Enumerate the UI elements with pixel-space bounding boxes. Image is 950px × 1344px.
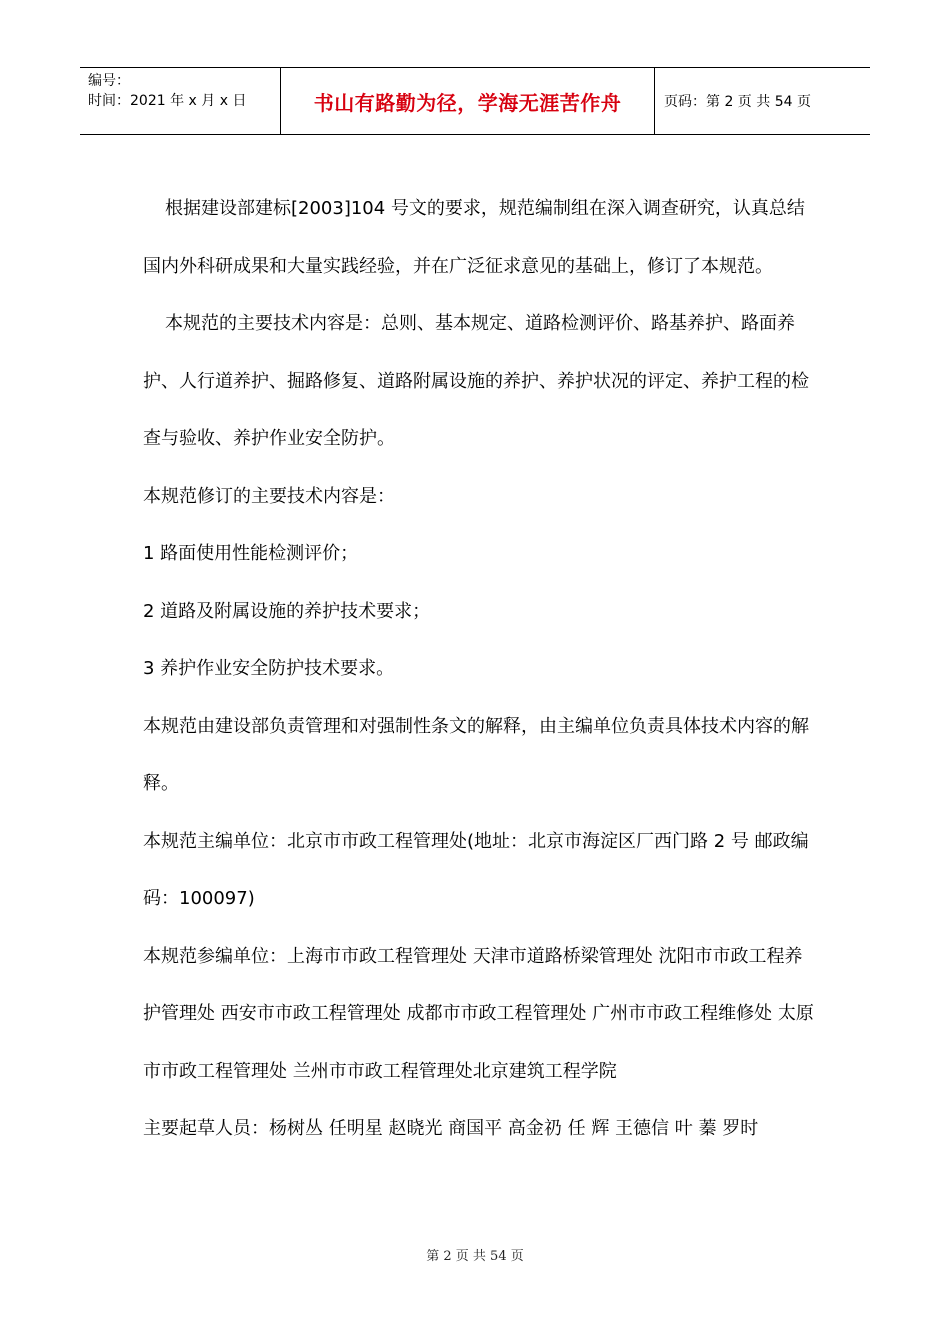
header-page-info: 页码：第 2 页 共 54 页 — [664, 94, 811, 110]
paragraph-revision-intro: 本规范修订的主要技术内容是： — [143, 485, 395, 507]
paragraph-basis: 根据建设部建标[2003]104 号文的要求，规范编制组在深入调查研究，认真总结国内外科研成果和大量实践经验，并在广泛征求意见的基础上，修订了本规范。 — [143, 198, 805, 277]
paragraph-drafters: 主要起草人员：杨树丛 任明星 赵晓光 商国平 高金礽 任 辉 王德信 叶 蓁 罗时 — [143, 1118, 759, 1139]
list-item: 2 道路及附属设施的养护技术要求； — [143, 600, 431, 622]
document-date: 时间：2021 年 x 月 x 日 — [88, 93, 247, 109]
header-motto: 书山有路勤为径，学海无涯苦作舟 — [313, 90, 622, 115]
list-item: 3 养护作业安全防护技术要求。 — [143, 658, 395, 679]
header-divider-right — [654, 68, 655, 134]
document-number-label: 编号： — [88, 73, 130, 89]
header-meta — [88, 71, 246, 111]
page-header — [80, 67, 870, 135]
document-body — [143, 180, 815, 1158]
page-footer: 第 2 页 共 54 页 — [426, 1249, 524, 1264]
list-item: 1 路面使用性能检测评价； — [143, 543, 359, 564]
paragraph-chief-editor: 本规范主编单位：北京市市政工程管理处(地址：北京市海淀区厂西门路 2 号 邮政编码：100097) — [143, 830, 809, 909]
paragraph-participants: 本规范参编单位：上海市市政工程管理处 天津市道路桥梁管理处 沈阳市市政工程养护管理处 西安市市政工程管理处 成都市市政工程管理处 广州市市政工程维修处 太原市市政工程管理处 兰州市市政工程管理处北京建筑工程学院 — [143, 945, 814, 1082]
paragraph-main-content: 本规范的主要技术内容是：总则、基本规定、道路检测评价、路基养护、路面养护、人行道养护、掘路修复、道路附属设施的养护、养护状况的评定、养护工程的检查与验收、养护作业安全防护。 — [143, 313, 809, 449]
paragraph-management: 本规范由建设部负责管理和对强制性条文的解释，由主编单位负责具体技术内容的解释。 — [143, 715, 809, 794]
